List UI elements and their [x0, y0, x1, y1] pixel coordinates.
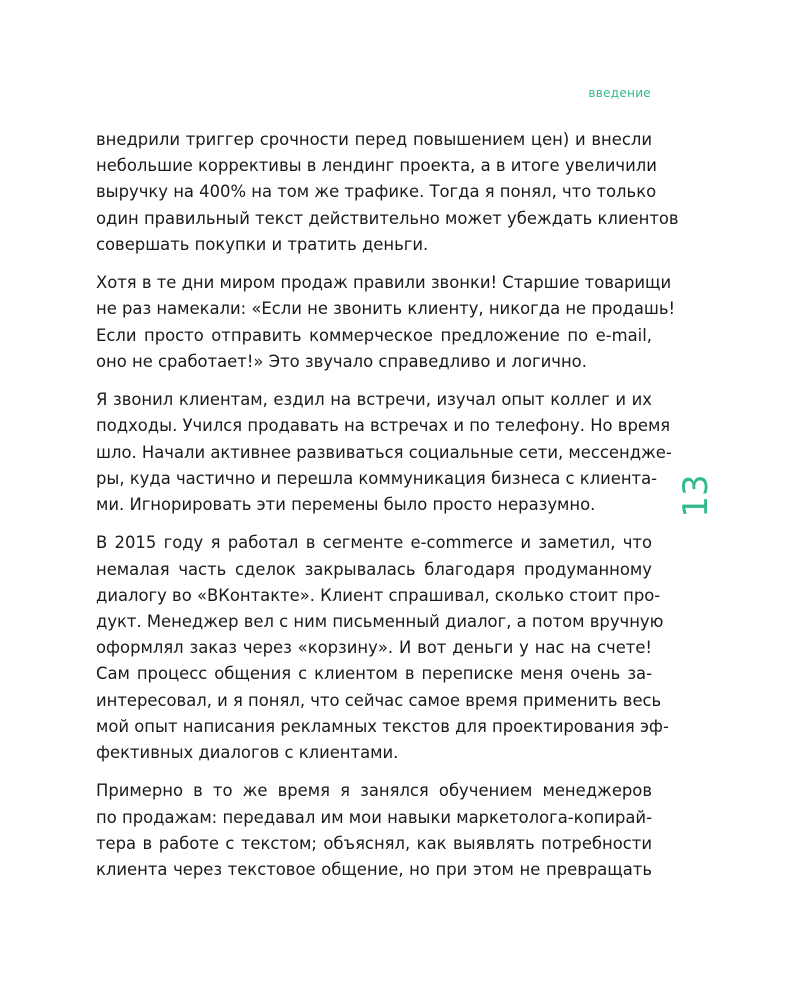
- text-line: интересовал, и я понял, что сейчас самое время применить весь: [96, 690, 662, 710]
- body-text: [96, 127, 679, 895]
- paragraph-2: [96, 270, 676, 375]
- text-line: по продажам: передавал им мои навыки маркетолога-копирай-: [96, 807, 652, 827]
- text-line: оно не сработает!» Это звучало справедливо и логично.: [96, 351, 587, 371]
- text-line: Хотя в те дни миром продаж правили звонки! Старшие товарищи: [96, 273, 672, 293]
- text-line: фективных диалогов с клиентами.: [96, 743, 399, 763]
- paragraph-4: [96, 530, 669, 766]
- text-line: Если просто отправить коммерческое предложение по e-mail,: [96, 325, 652, 345]
- text-line: Я звонил клиентам, ездил на встречи, изучал опыт коллег и их: [96, 390, 652, 410]
- text-line: В 2015 году я работал в сегменте e-commerce и заметил, что: [96, 533, 652, 553]
- text-line: Примерно в то же время я занялся обучением менеджеров: [96, 781, 652, 801]
- running-head: введение: [588, 86, 651, 100]
- text-line: подходы. Учился продавать на встречах и по телефону. Но время: [96, 416, 671, 436]
- text-line: тера в работе с текстом; объяснял, как выявлять потребности: [96, 833, 652, 853]
- text-line: мой опыт написания рекламных текстов для проектирования эф-: [96, 716, 669, 736]
- text-line: внедрили триггер срочности перед повышением цен) и внесли: [96, 130, 652, 149]
- text-line: оформлял заказ через «корзину». И вот деньги у нас на счете!: [96, 638, 652, 658]
- text-line: не раз намекали: «Если не звонить клиенту, никогда не продашь!: [96, 299, 676, 319]
- text-line: один правильный текст действительно может убеждать клиентов: [96, 208, 679, 228]
- paragraph-3: [96, 387, 672, 518]
- text-line: Сам процесс общения с клиентом в переписке меня очень за-: [96, 664, 652, 684]
- text-line: выручку на 400% на том же трафике. Тогда я понял, что только: [96, 182, 657, 202]
- text-line: клиента через текстовое общение, но при этом не превращать: [96, 860, 652, 880]
- text-line: диалогу во «ВКонтакте». Клиент спрашивал, сколько стоит про-: [96, 585, 661, 605]
- text-line: шло. Начали активнее развиваться социальные сети, мессендже-: [96, 442, 672, 462]
- text-line: совершать покупки и тратить деньги.: [96, 234, 429, 254]
- page-number: 13: [676, 474, 716, 518]
- text-line: немалая часть сделок закрывалась благодаря продуманному: [96, 559, 652, 579]
- text-line: дукт. Менеджер вел с ним письменный диалог, а потом вручную: [96, 612, 664, 632]
- text-line: ры, куда частично и перешла коммуникация бизнеса с клиента-: [96, 468, 658, 488]
- paragraph-1: [96, 127, 679, 258]
- paragraph-5: [96, 778, 652, 883]
- text-line: ми. Игнорировать эти перемены было просто неразумно.: [96, 495, 596, 515]
- text-line: небольшие коррективы в лендинг проекта, а в итоге увеличили: [96, 156, 657, 176]
